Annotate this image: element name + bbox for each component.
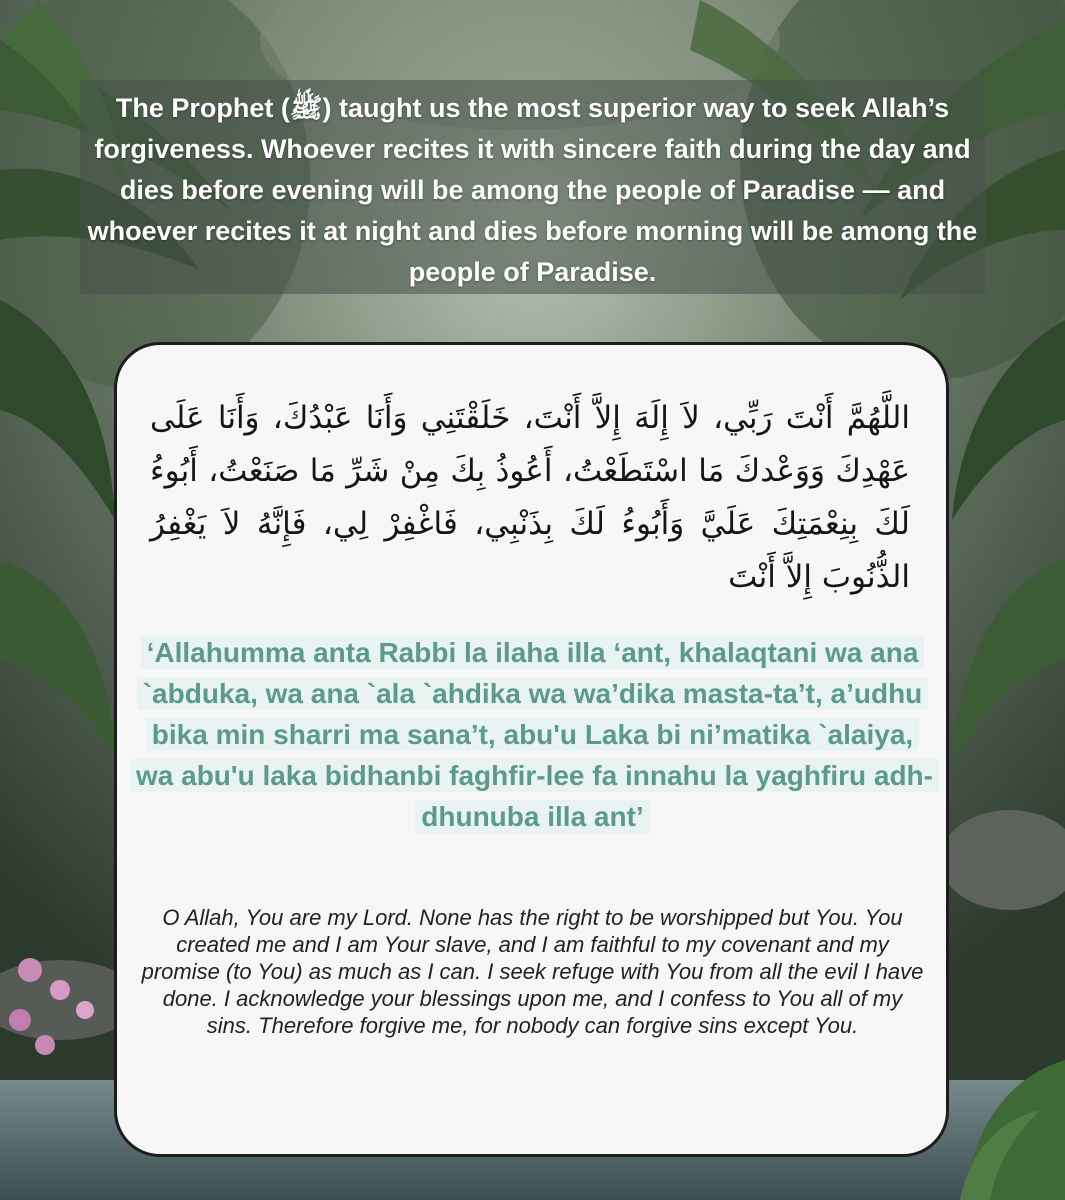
- arabic-dua-text: اللَّهُمَّ أَنْتَ رَبِّي، لاَ إِلَهَ إِلاَّ أَنْتَ، خَلَقْتَنِي وَأَنَا عَبْدُكَ، وَأَنَا عَلَى عَهْدِكَ وَوَعْدكَ مَا اسْتَطَعْتُ، أَعُوذُ بِكَ مِنْ شَرِّ مَا صَنَعْتُ، أَبُوءُ لَكَ بِنِعْمَتِكَ عَلَيَّ وَأَبُوءُ لَكَ بِذَنْبِي، فَاغْفِرْ لِي، فَإِنَّهُ لاَ يَغْفِرُ الذُّنُوبَ إِلاَّ أَنْتَ: [150, 400, 910, 595]
- transliteration-text: [130, 632, 935, 837]
- transliteration-highlight: ‘Allahumma anta Rabbi la ilaha illa ‘ant, khalaqtani wa ana `abduka, wa ana `ala `ahdika wa wa’dika masta-ta’t, a’udhu bika min sharri ma sana’t, abu'u Laka bi ni’matika `alaiya, wa abu'u laka bidhanbi faghfir-lee fa innahu la yaghfiru adh-dhunuba illa ant’: [130, 636, 939, 833]
- english-translation-text: O Allah, You are my Lord. None has the right to be worshipped but You. You created me and I am Your slave, and I am faithful to my covenant and my promise (to You) as much as I can. I seek refuge with You from all the evil I have done. I acknowledge your blessings upon me, and I confess to You all of my sins. Therefore forgive me, for nobody can forgive sins except You.: [141, 905, 924, 1038]
- intro-text: The Prophet (ﷺ) taught us the most superior way to seek Allah’s forgiveness. Whoever recites it with sincere faith during the day and dies before evening will be among the people of Paradise — and whoever recites it at night and dies before morning will be among the people of Paradise.: [87, 93, 978, 287]
